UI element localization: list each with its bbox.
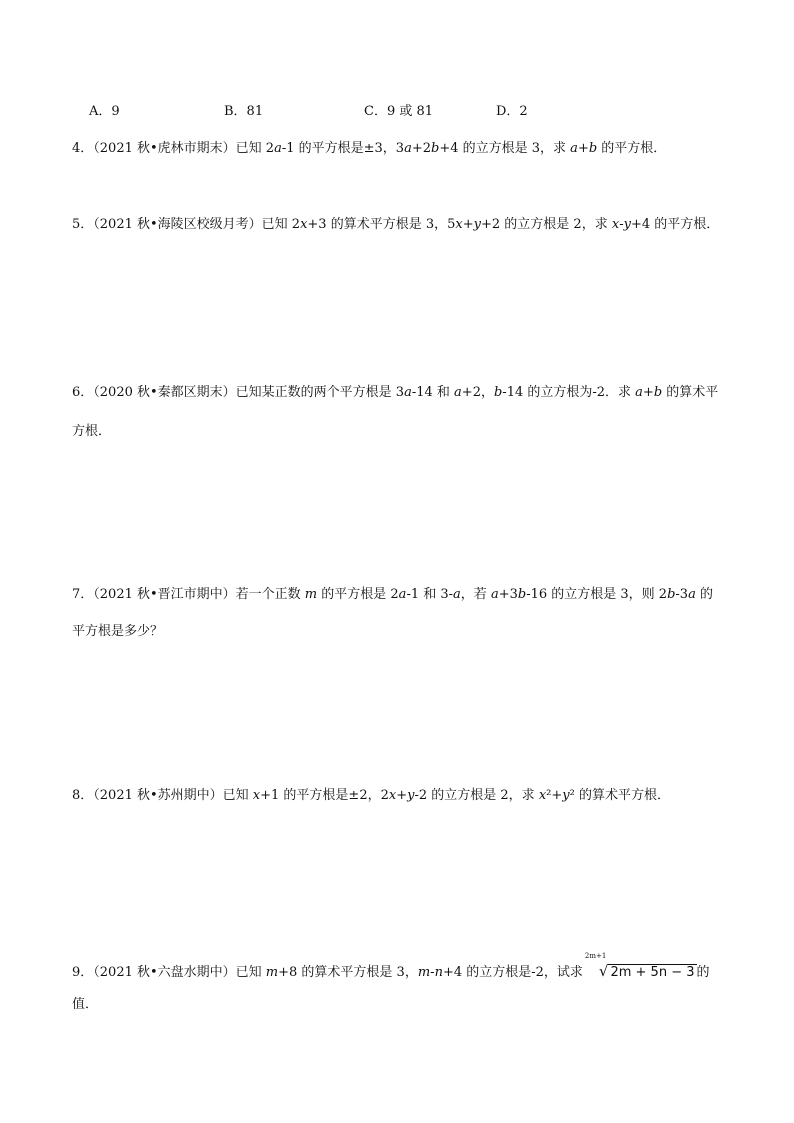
question-7-line-2: 平方根是多少？	[72, 624, 164, 639]
question-9-line-2: 值．	[72, 997, 99, 1012]
question-9: 9．（2021 秋•六盘水期中）已知 m+8 的算术平方根是 3，m-n+4 的立方根是-2，试求 2m+1 √ 2m + 5n − 3 的	[72, 952, 710, 980]
question-7: 7．（2021 秋•晋江市期中）若一个正数 m 的平方根是 2a-1 和 3-a，若 a+3b-16 的立方根是 3，则 2b-3a 的	[72, 587, 713, 602]
option-b: B．81	[224, 104, 264, 119]
nth-root-expression	[584, 952, 697, 982]
option-d: D．2	[496, 104, 528, 119]
question-6: 6．（2020 秋•秦都区期末）已知某正数的两个平方根是 3a-14 和 a+2，b-14 的立方根为-2．求 a+b 的算术平	[72, 385, 719, 400]
question-5: 5．（2021 秋•海陵区校级月考）已知 2x+3 的算术平方根是 3，5x+y+2 的立方根是 2，求 x-y+4 的平方根．	[72, 217, 720, 232]
option-a: A．9	[89, 104, 120, 119]
question-6-line-2: 方根．	[72, 424, 112, 439]
radicand: 2m + 5n − 3	[610, 965, 695, 980]
root-index: 2m+1	[584, 952, 607, 960]
question-4: 4．（2021 秋•虎林市期末）已知 2a-1 的平方根是±3，3a+2b+4 的立方根是 3，求 a+b 的平方根．	[72, 141, 667, 156]
option-c: C．9 或 81	[364, 104, 434, 119]
radical-sign-icon: √	[598, 962, 609, 980]
question-8: 8．（2021 秋•苏州期中）已知 x+1 的平方根是±2，2x+y-2 的立方根是 2，求 x²+y² 的算术平方根．	[72, 788, 670, 803]
